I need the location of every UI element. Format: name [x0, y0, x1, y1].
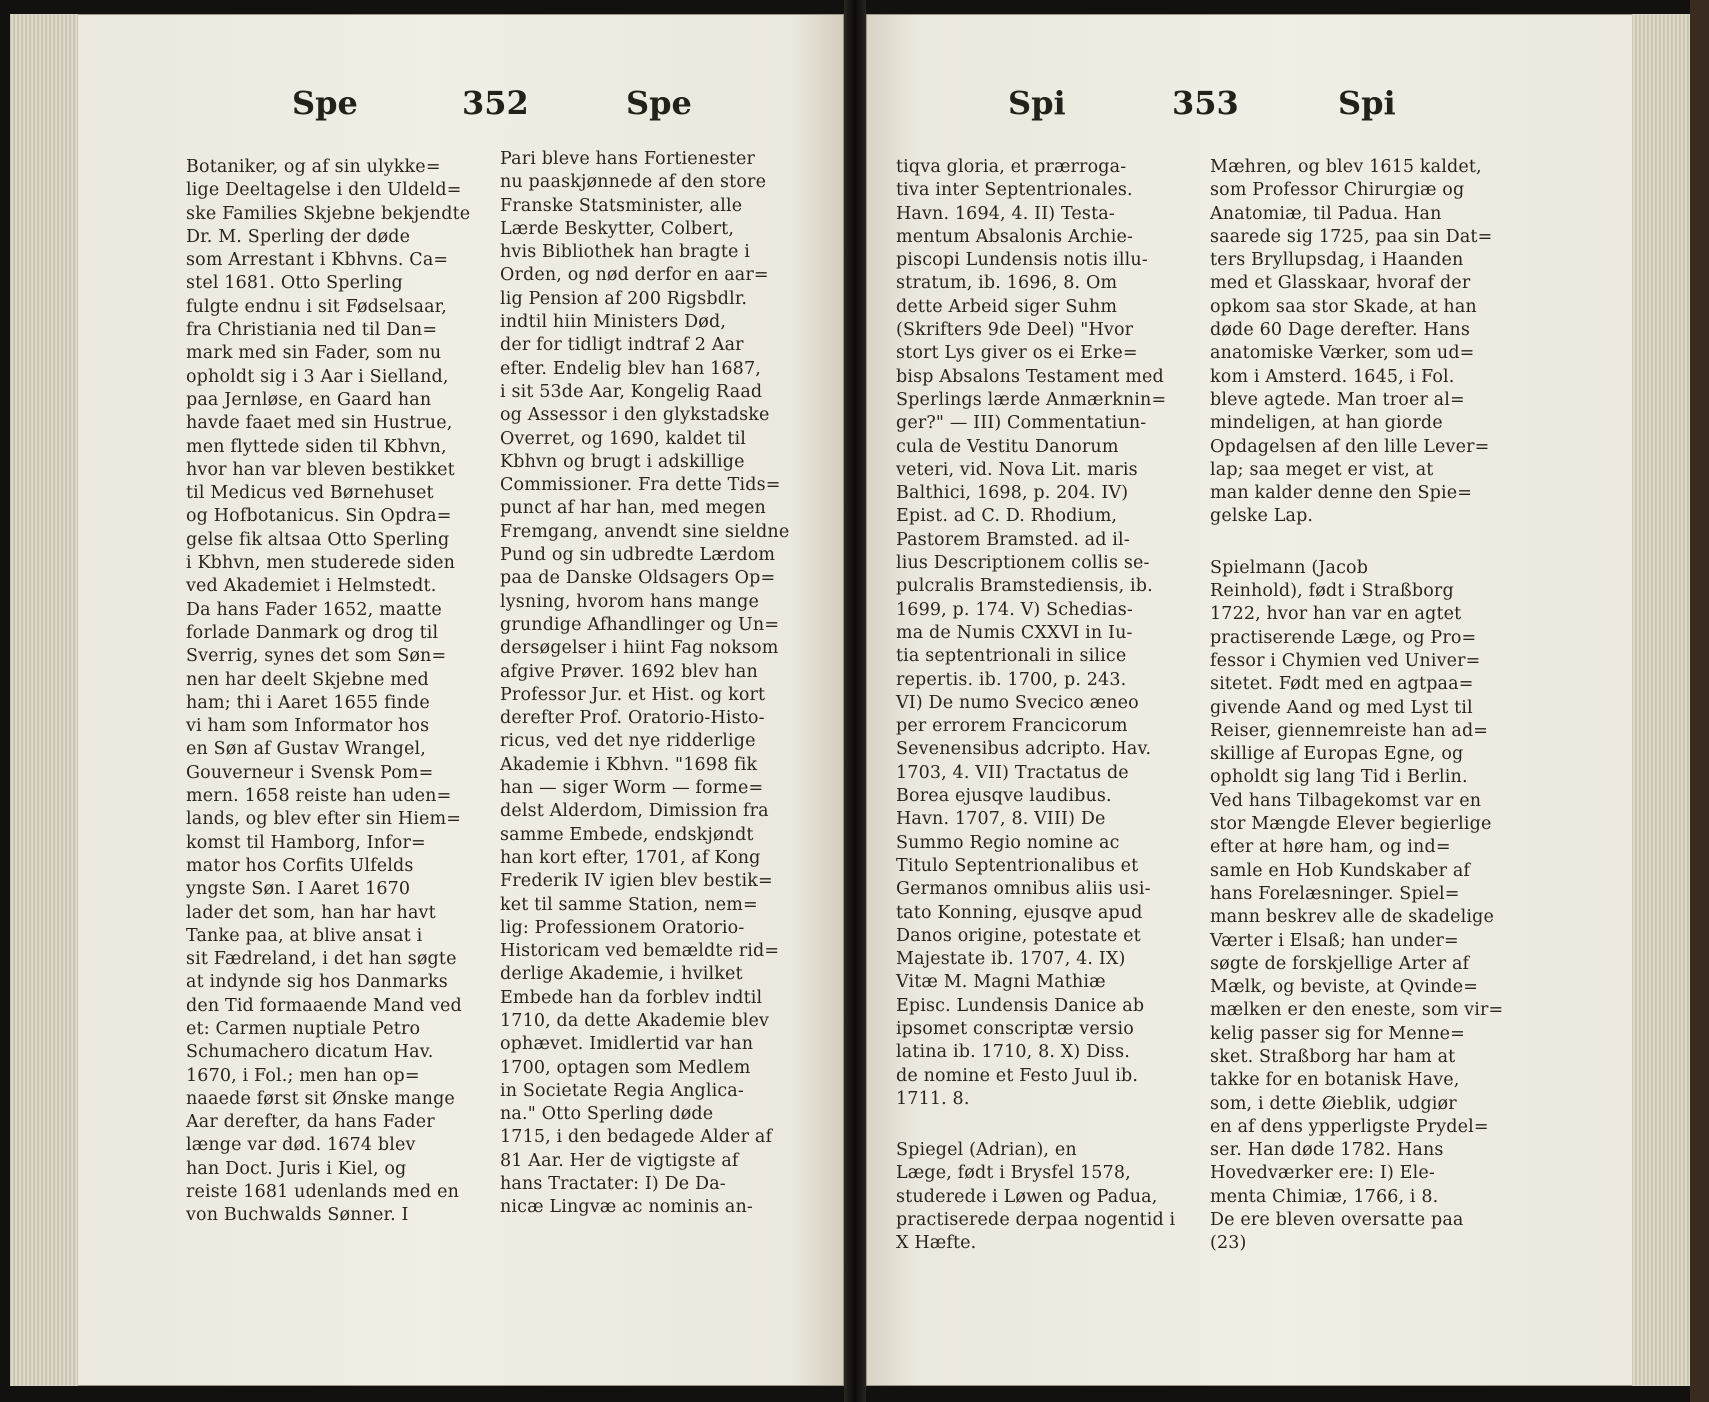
text-line: tato Konning, ejusqve apud — [896, 902, 1143, 923]
text-line: 1715, i den bedagede Alder af — [500, 1127, 773, 1148]
text-line: takke for en botanisk Have, — [1210, 1070, 1460, 1091]
text-line: Episc. Lundensis Danice ab — [896, 995, 1145, 1016]
text-line: 1670, i Fol.; men han op= — [186, 1065, 420, 1086]
text-line: VI) De numo Svecico æneo — [896, 692, 1139, 713]
text-line: mark med sin Fader, som nu — [186, 343, 442, 364]
text-line: Frederik IV igien blev bestik= — [500, 871, 773, 892]
text-line: Sevenensibus adcripto. Hav. — [896, 739, 1152, 760]
text-line: nen har deelt Skjebne med — [186, 669, 429, 690]
text-line: efter. Endelig blev han 1687, — [500, 358, 761, 379]
text-line: længe var død. 1674 blev — [186, 1135, 416, 1156]
text-line: opkom saa stor Skade, at han — [1210, 296, 1477, 317]
text-line: bleve agtede. Man troer al= — [1210, 389, 1465, 410]
text-line: givende Aand og med Lyst til — [1210, 697, 1473, 718]
text-line: vi ham som Informator hos — [186, 716, 430, 737]
text-line: mann beskrev alle de skadelige — [1210, 907, 1494, 928]
text-line: Majestate ib. 1707, 4. IX) — [896, 949, 1126, 970]
text-line: menta Chimiæ, 1766, i 8. — [1210, 1186, 1439, 1207]
text-line: 1722, hvor han var en agtet — [1210, 604, 1462, 625]
right-header-left-word: Spi — [1008, 84, 1066, 122]
text-line: X Hæfte. — [896, 1233, 977, 1254]
text-line: indtil hiin Ministers Død, — [500, 312, 727, 333]
text-line: lap; saa meget er vist, at — [1210, 459, 1434, 480]
text-line: hvis Bibliothek han bragte i — [500, 242, 751, 263]
text-line: Opdagelsen af den lille Lever= — [1210, 436, 1490, 457]
text-line: per errorem Francicorum — [896, 716, 1128, 737]
text-line: men flyttede siden til Kbhvn, — [186, 436, 447, 457]
text-line: Borea ejusqve laudibus. — [896, 786, 1112, 807]
text-line: Pund og sin udbredte Lærdom — [500, 545, 776, 566]
text-line: Pari bleve hans Fortienester — [500, 149, 756, 169]
text-line: studerede i Løwen og Padua, — [896, 1186, 1158, 1207]
text-line: fessor i Chymien ved Univer= — [1210, 650, 1481, 671]
text-line: døde 60 Dage derefter. Hans — [1210, 320, 1470, 341]
text-line: efter at høre ham, og ind= — [1210, 837, 1451, 858]
text-line: stel 1681. Otto Sperling — [186, 273, 403, 294]
text-line: latina ib. 1710, 8. X) Diss. — [896, 1042, 1130, 1063]
text-line: ved Akademiet i Helmstedt. — [186, 576, 437, 597]
text-line: Overret, og 1690, kaldet til — [500, 428, 747, 449]
text-line: sitetet. Født med en agtpaa= — [1210, 674, 1474, 695]
text-line: reiste 1681 udenlands med en — [186, 1182, 460, 1203]
text-line: Professor Jur. et Hist. og kort — [500, 684, 766, 705]
text-line: han Doct. Juris i Kiel, og — [186, 1158, 407, 1179]
text-line: Akademie i Kbhvn. "1698 fik — [500, 754, 758, 775]
text-line: 1700, optagen som Medlem — [500, 1057, 751, 1078]
text-line: i sit 53de Aar, Kongelig Raad — [500, 381, 763, 402]
text-line: en Søn af Gustav Wrangel, — [186, 739, 426, 760]
text-line: fra Christiania ned til Dan= — [186, 320, 438, 341]
text-line: og Hofbotanicus. Sin Opdra= — [186, 506, 452, 527]
text-line: Hovedværker ere: I) Ele- — [1210, 1163, 1435, 1184]
text-line: delst Alderdom, Dimission fra — [500, 801, 769, 822]
text-line: Orden, og nød derfor en aar= — [500, 265, 769, 286]
text-line: nu paaskjønnede af den store — [500, 172, 767, 193]
text-line: Sverrig, synes det som Søn= — [186, 646, 447, 667]
text-line: Historicam ved bemældte rid= — [500, 941, 780, 962]
text-line: pulcralis Bramstediensis, ib. — [896, 576, 1153, 597]
paragraph-gap — [896, 1111, 1186, 1139]
text-line: paa Jernløse, en Gaard han — [186, 389, 432, 410]
text-line: ham; thi i Aaret 1655 finde — [186, 692, 430, 713]
text-line: at indynde sig hos Danmarks — [186, 972, 448, 993]
text-line: ket til samme Station, nem= — [500, 894, 758, 915]
text-line: gelse fik altsaa Otto Sperling — [186, 529, 450, 550]
text-line: sket. Straßborg har ham at — [1210, 1046, 1456, 1067]
text-line: hans Forelæsninger. Spiel= — [1210, 883, 1460, 904]
text-line: Fremgang, anvendt sine sieldne — [500, 521, 790, 542]
text-line: Værter i Elsaß; han under= — [1210, 930, 1459, 951]
right-page-column-1 — [896, 156, 1186, 1256]
text-line: ricus, ved det nye ridderlige — [500, 731, 756, 752]
text-line: tiqva gloria, et prærroga- — [896, 157, 1127, 177]
left-header-left-word: Spe — [292, 84, 358, 122]
book-cover-edge — [1690, 0, 1709, 1402]
text-line: ske Families Skjebne bekjendte — [186, 203, 471, 224]
text-line: Reinhold), født i Straßborg — [1210, 581, 1454, 602]
text-line: de nomine et Festo Juul ib. — [896, 1065, 1139, 1086]
text-line: Mæhren, og blev 1615 kaldet, — [1210, 157, 1482, 177]
text-line: repertis. ib. 1700, p. 243. — [896, 669, 1127, 690]
text-line: Commissioner. Fra dette Tids= — [500, 475, 781, 496]
text-line: Da hans Fader 1652, maatte — [186, 599, 442, 620]
text-line: Danos origine, potestate et — [896, 925, 1141, 946]
text-line: ser. Han døde 1782. Hans — [1210, 1140, 1444, 1161]
text-line: lius Descriptionem collis se- — [896, 553, 1150, 574]
text-line: grundige Afhandlinger og Un= — [500, 614, 780, 635]
text-line: stor Mængde Elever begierlige — [1210, 814, 1492, 835]
text-line: dersøgelser i hiint Fag noksom — [500, 638, 779, 659]
text-line: Spielmann (Jacob — [1210, 557, 1369, 578]
text-line: paa de Danske Oldsagers Op= — [500, 568, 776, 589]
text-line: Tanke paa, at blive ansat i — [186, 925, 423, 946]
text-line: lands, og blev efter sin Hiem= — [186, 809, 462, 830]
text-line: som Professor Chirurgiæ og — [1210, 180, 1465, 201]
text-line: Sperlings lærde Anmærknin= — [896, 389, 1167, 410]
text-line: fulgte endnu i sit Fødselsaar, — [186, 296, 447, 317]
text-line: 1710, da dette Akademie blev — [500, 1010, 769, 1031]
text-line: mindeligen, at han giorde — [1210, 413, 1443, 434]
text-line: skillige af Europas Egne, og — [1210, 744, 1464, 765]
text-line: i Kbhvn, men studerede siden — [186, 553, 456, 574]
text-line: den Tid formaaende Mand ved — [186, 995, 462, 1016]
text-line: cula de Vestitu Danorum — [896, 436, 1119, 457]
text-line: punct af har han, med megen — [500, 498, 766, 519]
text-line: Dr. M. Sperling der døde — [186, 226, 411, 247]
text-line: 1699, p. 174. V) Schedias- — [896, 599, 1133, 620]
text-line: søgte de forskjellige Arter af — [1210, 953, 1470, 974]
text-line: Aar derefter, da hans Fader — [186, 1112, 435, 1133]
text-line: na." Otto Sperling døde — [500, 1104, 714, 1125]
text-line: (23) — [1210, 1233, 1247, 1254]
text-line: yngste Søn. I Aaret 1670 — [186, 879, 411, 900]
text-line: veteri, vid. Nova Lit. maris — [896, 459, 1138, 480]
text-line: 81 Aar. Her de vigtigste af — [500, 1150, 739, 1171]
text-line: Vitæ M. Magni Mathiæ — [896, 972, 1106, 993]
text-line: Lærde Beskytter, Colbert, — [500, 218, 735, 239]
text-line: samme Embede, endskjøndt — [500, 824, 754, 845]
text-line: tiva inter Septentrionales. — [896, 180, 1133, 201]
text-line: sit Fædreland, i det han søgte — [186, 949, 457, 970]
text-line: ophævet. Imidlertid var han — [500, 1034, 754, 1055]
text-line: lader det som, han har havt — [186, 902, 436, 923]
text-line: til Medicus ved Børnehuset — [186, 483, 434, 504]
text-line: mentum Absalonis Archie- — [896, 226, 1134, 247]
text-line: Reiser, giennemreiste han ad= — [1210, 720, 1489, 741]
text-line: gelske Lap. — [1210, 506, 1314, 527]
text-line: Kbhvn og brugt i adskillige — [500, 451, 745, 472]
text-line: afgive Prøver. 1692 blev han — [500, 661, 758, 682]
text-line: 1703, 4. VII) Tractatus de — [896, 762, 1129, 783]
text-line: kelig passer sig for Menne= — [1210, 1023, 1465, 1044]
text-line: Epist. ad C. D. Rhodium, — [896, 506, 1118, 527]
text-line: ger?" — III) Commentatiun- — [896, 413, 1147, 434]
text-line: man kalder denne den Spie= — [1210, 483, 1473, 504]
text-line: practiserende Læge, og Pro= — [1210, 627, 1477, 648]
right-header-right-word: Spi — [1338, 84, 1396, 122]
text-line: opholdt sig i 3 Aar i Sielland, — [186, 366, 449, 387]
text-line: (Skrifters 9de Deel) "Hvor — [896, 320, 1134, 341]
text-line: Havn. 1707, 8. VIII) De — [896, 809, 1106, 830]
text-line: mator hos Corfits Ulfelds — [186, 855, 414, 876]
text-line: Læge, født i Brysfel 1578, — [896, 1163, 1131, 1184]
text-line: bisp Absalons Testament med — [896, 366, 1164, 387]
left-page-column-1 — [186, 156, 478, 1228]
text-line: Gouverneur i Svensk Pom= — [186, 762, 434, 783]
text-line: stratum, ib. 1696, 8. Om — [896, 273, 1118, 294]
text-line: hans Tractater: I) De Da- — [500, 1174, 726, 1195]
text-line: nicæ Lingvæ ac nominis an- — [500, 1197, 753, 1218]
text-line: han kort efter, 1701, af Kong — [500, 847, 761, 868]
text-line: havde faaet med sin Hustrue, — [186, 413, 453, 434]
text-line: han — siger Worm — forme= — [500, 778, 764, 799]
text-line: Embede han da forblev indtil — [500, 987, 763, 1008]
text-line: Botaniker, og af sin ulykke= — [186, 157, 441, 177]
text-line: derefter Prof. Oratorio-Histo- — [500, 708, 765, 729]
left-page-number: 352 — [462, 84, 529, 122]
text-line: Summo Regio nomine ac — [896, 832, 1120, 853]
text-line: Franske Statsminister, alle — [500, 195, 743, 216]
text-line: practiserede derpaa nogentid i — [896, 1210, 1176, 1231]
text-line: Havn. 1694, 4. II) Testa- — [896, 203, 1115, 224]
left-page-column-2 — [500, 148, 796, 1220]
text-line: dette Arbeid siger Suhm — [896, 296, 1118, 317]
text-line: stort Lys giver os ei Erke= — [896, 343, 1138, 364]
text-line: Spiegel (Adrian), en — [896, 1140, 1077, 1161]
text-line: ters Bryllupsdag, i Haanden — [1210, 250, 1464, 271]
text-line: saarede sig 1725, paa sin Dat= — [1210, 226, 1493, 247]
left-page-edges — [10, 14, 78, 1386]
text-line: Titulo Septentrionalibus et — [896, 855, 1139, 876]
text-line: som, i dette Øieblik, udgiør — [1210, 1093, 1457, 1114]
text-line: en af dens ypperligste Prydel= — [1210, 1116, 1489, 1137]
text-line: Schumachero dicatum Hav. — [186, 1042, 434, 1063]
text-line: der for tidligt indtraf 2 Aar — [500, 335, 744, 356]
text-line: med et Glasskaar, hvoraf der — [1210, 273, 1471, 294]
text-line: samle en Hob Kundskaber af — [1210, 860, 1471, 881]
left-page-header — [0, 84, 844, 134]
text-line: kom i Amsterd. 1645, i Fol. — [1210, 366, 1455, 387]
text-line: von Buchwalds Sønner. I — [186, 1205, 409, 1226]
text-line: Pastorem Bramsted. ad il- — [896, 529, 1130, 550]
paragraph-gap — [1210, 529, 1508, 557]
text-line: 1711. 8. — [896, 1088, 970, 1109]
text-line: forlade Danmark og drog til — [186, 622, 439, 643]
text-line: mælken er den eneste, som vir= — [1210, 1000, 1504, 1021]
text-line: lysning, hvorom hans mange — [500, 591, 759, 612]
text-line: Mælk, og beviste, at Qvinde= — [1210, 977, 1479, 998]
text-line: Germanos omnibus aliis usi- — [896, 879, 1151, 900]
text-line: som Arrestant i Kbhvns. Ca= — [186, 250, 449, 271]
right-page-header — [866, 84, 1700, 134]
left-header-right-word: Spe — [626, 84, 692, 122]
text-line: derlige Akademie, i hvilket — [500, 964, 743, 985]
text-line: in Societate Regia Anglica- — [500, 1080, 744, 1101]
text-line: mern. 1658 reiste han uden= — [186, 786, 452, 807]
text-line: komst til Hamborg, Infor= — [186, 832, 426, 853]
text-line: Anatomiæ, til Padua. Han — [1210, 203, 1442, 224]
text-line: Ved hans Tilbagekomst var en — [1210, 790, 1482, 811]
book-gutter — [844, 0, 866, 1402]
text-line: lig Pension af 200 Rigsbdlr. — [500, 288, 748, 309]
right-page-number: 353 — [1172, 84, 1239, 122]
text-line: ipsomet conscriptæ versio — [896, 1018, 1134, 1039]
text-line: anatomiske Værker, som ud= — [1210, 343, 1475, 364]
text-line: De ere bleven oversatte paa — [1210, 1210, 1464, 1231]
text-line: piscopi Lundensis notis illu- — [896, 250, 1148, 271]
text-line: ma de Numis CXXVI in Iu- — [896, 622, 1133, 643]
text-line: et: Carmen nuptiale Petro — [186, 1018, 421, 1039]
right-page-column-2 — [1210, 156, 1508, 1256]
text-line: opholdt sig lang Tid i Berlin. — [1210, 767, 1468, 788]
text-line: lige Deeltagelse i den Uldeld= — [186, 180, 462, 201]
text-line: hvor han var bleven bestikket — [186, 459, 455, 480]
text-line: Balthici, 1698, p. 204. IV) — [896, 483, 1129, 504]
text-line: og Assessor i den glykstadske — [500, 405, 770, 426]
text-line: naaede først sit Ønske mange — [186, 1088, 455, 1109]
text-line: lig: Professionem Oratorio- — [500, 917, 745, 938]
text-line: tia septentrionali in silice — [896, 646, 1127, 667]
